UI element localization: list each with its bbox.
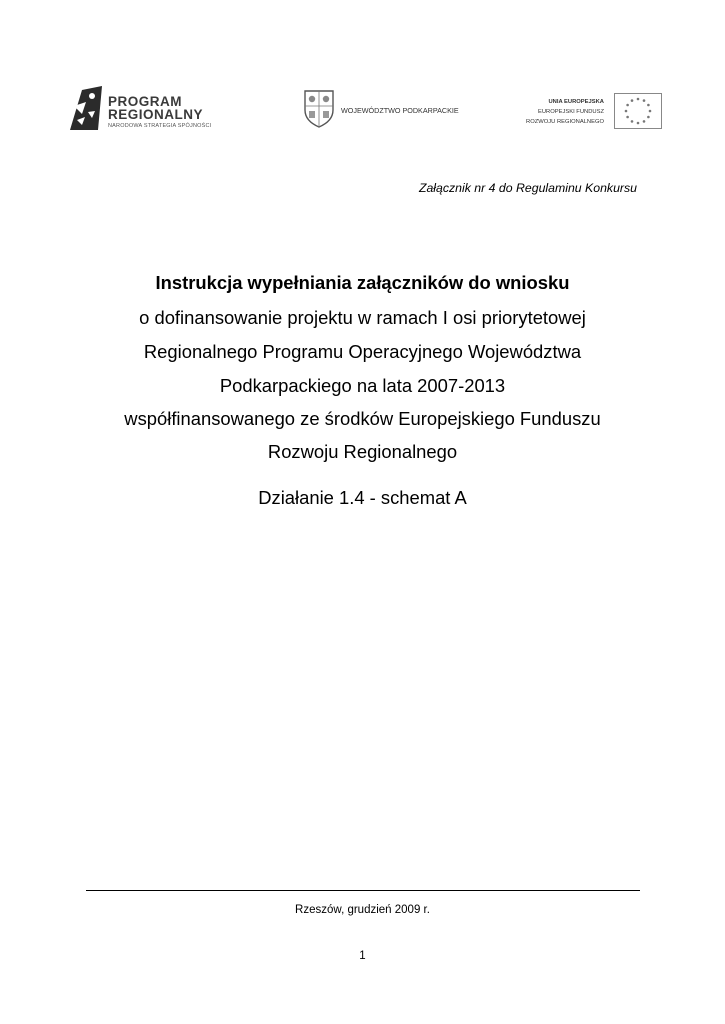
coat-of-arms-icon — [302, 88, 336, 128]
document-title: Instrukcja wypełniania załączników do wniosku — [155, 272, 570, 293]
eu-logo-line1: UNIA EUROPEJSKA — [548, 99, 604, 105]
voivodeship-logo — [302, 88, 472, 130]
program-regionalny-icon — [68, 84, 104, 134]
voivodeship-name: WOJEWÓDZTWO PODKARPACKIE — [341, 106, 459, 115]
footer-divider — [86, 890, 640, 891]
program-logo-line2: REGIONALNY — [108, 107, 204, 122]
place-and-date: Rzeszów, grudzień 2009 r. — [295, 904, 430, 916]
page-number: 1 — [359, 950, 366, 962]
action-line: Działanie 1.4 - schemat A — [258, 487, 467, 508]
annex-note: Załącznik nr 4 do Regulaminu Konkursu — [418, 181, 637, 195]
eu-logo-line2: EUROPEJSKI FUNDUSZ — [537, 109, 604, 115]
program-logo-line1: PROGRAM — [108, 94, 182, 109]
title-line-6: Rozwoju Regionalnego — [267, 441, 458, 462]
title-line-5: współfinansowanego ze środków Europejskiego Funduszu — [124, 408, 601, 429]
program-regionalny-logo — [68, 84, 228, 136]
eu-logo-line3: ROZWOJU REGIONALNEGO — [526, 119, 604, 125]
program-logo-subtitle: NARODOWA STRATEGIA SPÓJNOŚCI — [108, 123, 212, 129]
title-line-4: Podkarpackiego na lata 2007-2013 — [219, 375, 506, 396]
eu-flag-icon — [614, 93, 662, 129]
title-line-3: Regionalnego Programu Operacyjnego Województwa — [143, 341, 582, 362]
title-line-2: o dofinansowanie projektu w ramach I osi priorytetowej — [139, 307, 586, 328]
eu-logo — [508, 93, 666, 131]
